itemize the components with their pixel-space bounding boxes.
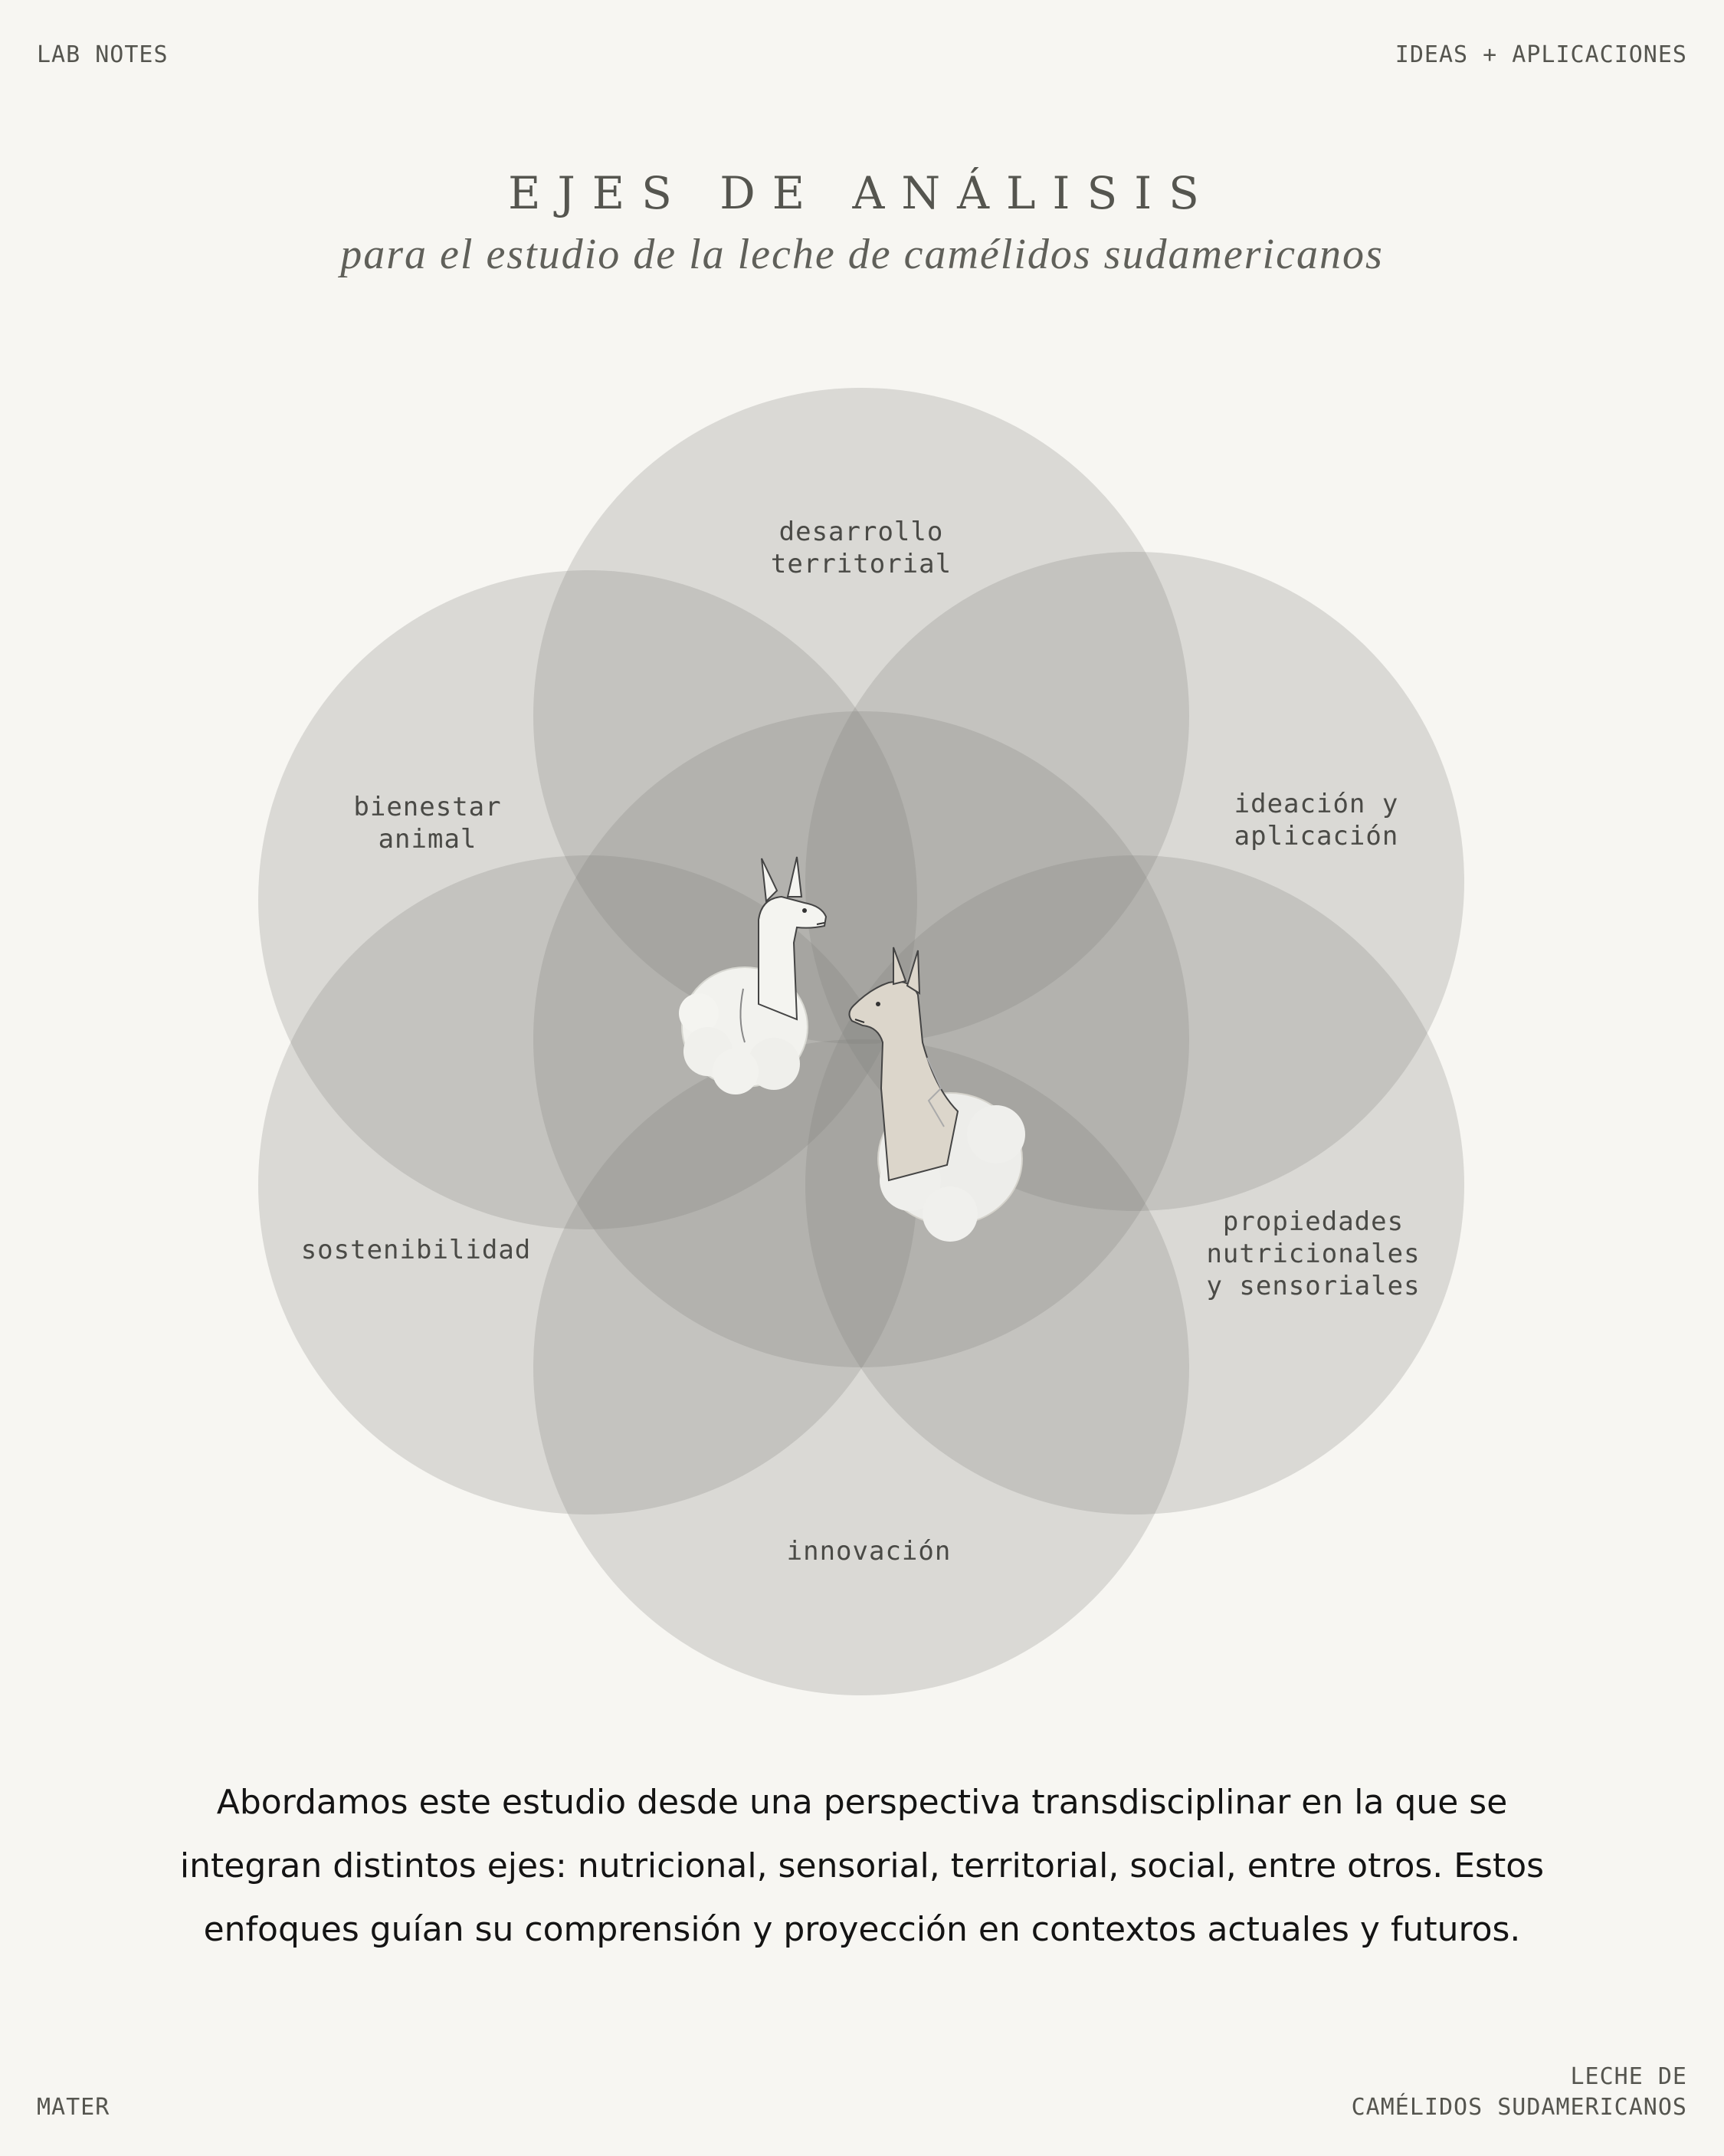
label-propiedades-nutricionales [1206, 1206, 1420, 1301]
intro-paragraph [77, 1770, 1647, 1961]
header-lab-notes: LAB NOTES [37, 41, 169, 68]
label-line: animal [378, 824, 477, 855]
label-line: ideación y [1234, 789, 1399, 819]
label-sostenibilidad [301, 1235, 532, 1265]
footer-line: LECHE DE [1570, 2063, 1687, 2090]
page-title: EJES DE ANÁLISIS [508, 167, 1216, 219]
footer-mater: MATER [37, 2094, 110, 2121]
label-line: propiedades [1222, 1206, 1404, 1237]
label-innovacion [787, 1536, 952, 1567]
page-subtitle: para el estudio de la leche de camélidos sudamericanos [340, 231, 1384, 278]
label-line: sostenibilidad [300, 1235, 532, 1265]
paragraph-line: Abordamos este estudio desde una perspectiva transdisciplinar en la que se [216, 1783, 1508, 1822]
label-line: bienestar [353, 792, 502, 822]
label-line: aplicación [1234, 821, 1399, 852]
circle-center [533, 711, 1189, 1367]
label-line: y sensoriales [1206, 1271, 1421, 1301]
paragraph-line: enfoques guían su comprensión y proyección en contextos actuales y futuros. [203, 1910, 1521, 1949]
label-line: desarrollo [778, 517, 944, 547]
paragraph-line: integran distintos ejes: nutricional, sensorial, territorial, social, entre otros. Estos [179, 1846, 1545, 1885]
label-line: territorial [770, 549, 952, 579]
label-line: innovación [786, 1536, 952, 1567]
header-ideas-aplicaciones: IDEAS + APLICACIONES [1395, 41, 1687, 68]
label-line: nutricionales [1206, 1239, 1421, 1269]
footer-line: CAMÉLIDOS SUDAMERICANOS [1351, 2094, 1687, 2121]
footer-leche-camelidos [1352, 2062, 1687, 2123]
